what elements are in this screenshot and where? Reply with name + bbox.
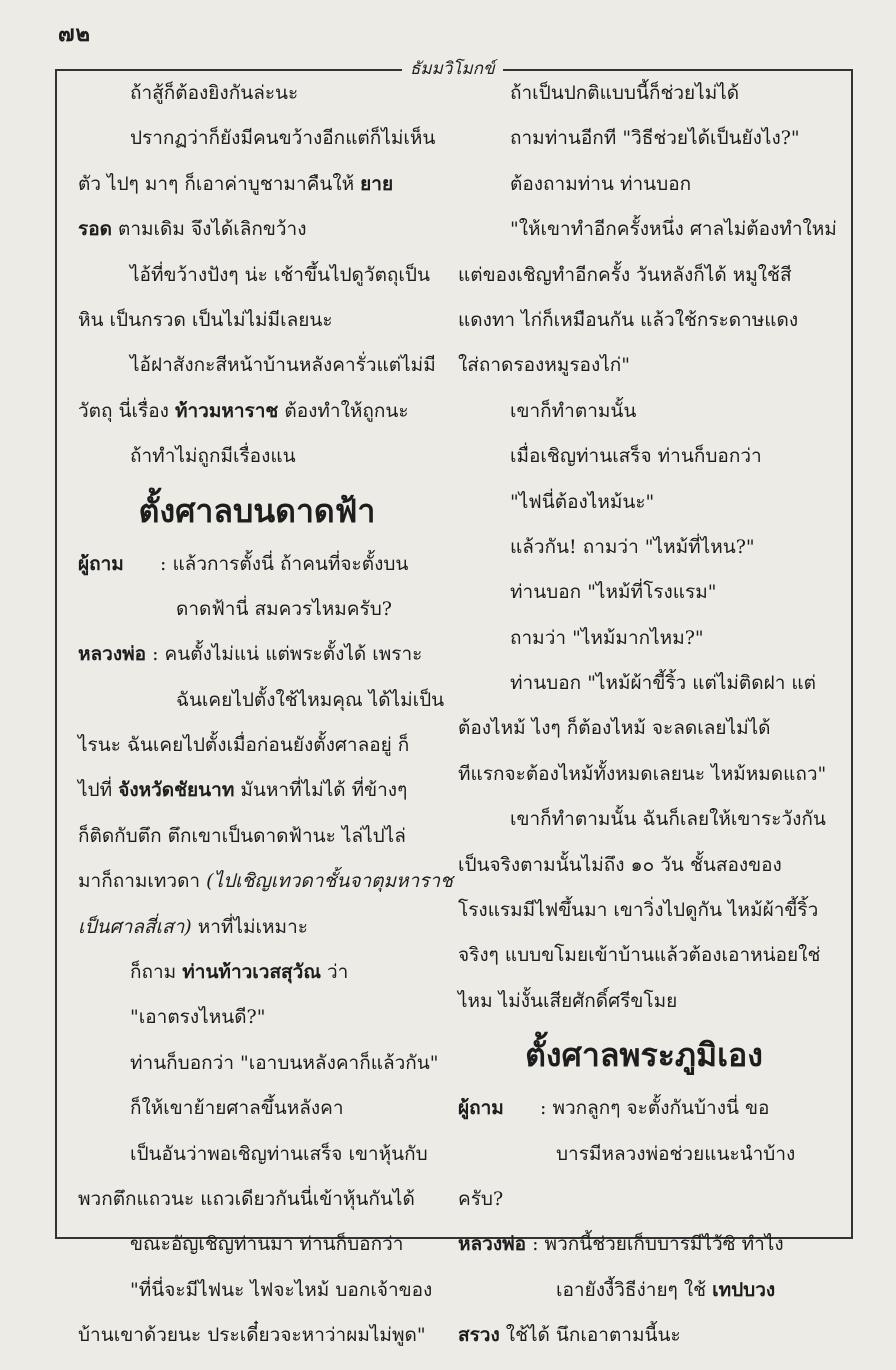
text-line: แต่ของเชิญทำอีกครั้ง วันหลังก็ได้ หมูใช้สี <box>458 263 792 286</box>
text-line: ก็ให้เขาย้ายศาลขึ้นหลังคา <box>130 1097 344 1120</box>
text-line: บ้านเขาด้วยนะ ประเดี๋ยวจะหาว่าผมไม่พูด" <box>78 1324 426 1347</box>
text-line: เขาก็ทำตามนั้น ฉันก็เลยให้เขาระวังกัน <box>510 808 826 831</box>
text-line: ท่านบอก "ไหม้ผ้าขี้ริ้ว แต่ไม่ติดฝา แต่ <box>510 672 817 695</box>
answerer-label: หลวงพ่อ <box>78 643 147 666</box>
text-span: มาก็ถามเทวดา <box>78 870 207 893</box>
text-line: ต้องไหม้ ไงๆ ก็ต้องไหม้ จะลดเลยไม่ได้ <box>458 717 771 740</box>
text-line: "ไฟนี่ต้องไหม้นะ" <box>510 490 655 513</box>
text-line <box>458 1279 830 1302</box>
text-span: ว่า <box>320 961 349 984</box>
text-span: ก็ถาม <box>130 961 183 984</box>
text-line: แล้วกัน! ถามว่า "ไหม้ที่ไหน?" <box>510 535 755 558</box>
text-line: เป็นอันว่าพอเชิญท่านเสร็จ เขาหุ้นกับ <box>130 1142 428 1165</box>
text-span: มันหาที่ไม่ได้ ที่ข้างๆ <box>234 779 408 802</box>
text-line <box>78 400 436 423</box>
text-line: ก็ติดกับตึก ตึกเขาเป็นดาดฟ้านะ ไล่ไปไล่ <box>78 824 406 847</box>
text-span: : แล้วการตั้งนี่ ถ้าคนที่จะตั้งบน <box>160 552 409 575</box>
bold-term: สรวง <box>458 1324 500 1347</box>
section-heading: ตั้งศาลบนดาดฟ้า <box>138 491 376 530</box>
text-span: ตามเดิม จึงได้เลิกขว้าง <box>111 218 307 241</box>
text-line: ปรากฏว่าก็ยังมีคนขว้างอีกแต่ก็ไม่เห็น <box>130 127 436 150</box>
text-line <box>78 870 453 893</box>
answer-line <box>78 643 436 666</box>
questioner-label: ผู้ถาม <box>78 552 124 575</box>
text-line: ใส่ถาดรองหมูรองไก่" <box>458 354 631 377</box>
text-line: "เอาตรงไหนดี?" <box>130 1006 266 1029</box>
answer-line <box>458 1233 830 1256</box>
bold-term: ท้าวมหาราช <box>174 399 279 422</box>
text-line: ไอ้ฝาสังกะสีหน้าบ้านหลังคารั่วแต่ไม่มี <box>130 354 436 377</box>
text-line: จริงๆ แบบขโมยเข้าบ้านแล้วต้องเอาหน่อยใช่ <box>458 944 821 967</box>
text-line: แดงทา ไก่ก็เหมือนกัน แล้วใช้กระดาษแดง <box>458 308 799 331</box>
text-line <box>458 1324 830 1347</box>
text-span: : พวกลูกๆ จะตั้งกันบ้างนี่ ขอ <box>540 1097 770 1120</box>
text-line: พวกตึกแถวนะ แถวเดียวกันนี่เข้าหุ้นกันได้ <box>78 1187 415 1210</box>
bold-term: ท่านท้าวเวสสุวัณ <box>182 961 321 984</box>
text-line <box>78 173 436 196</box>
italic-note: (ไปเชิญเทวดาชั้นจาตุมหาราช <box>206 870 453 893</box>
bold-term: จังหวัดชัยนาท <box>118 779 235 802</box>
right-column <box>458 82 837 1370</box>
text-line <box>78 218 436 241</box>
text-line: "ให้เขาทำอีกครั้งหนึ่ง ศาลไม่ต้องทำใหม่ <box>510 218 837 241</box>
text-line: เป็นจริงตามนั้นไม่ถึง ๑๐ วัน ชั้นสองของ <box>458 853 782 876</box>
question-line <box>78 553 436 576</box>
text-span: : พวกนี้ช่วยเก็บบารมีไว้ซิ ทำไง <box>526 1233 784 1256</box>
text-line: ถ้าทำไม่ถูกมีเรื่องแน <box>130 445 296 468</box>
running-header: ธัมมวิโมกข์ <box>402 55 503 82</box>
section-heading: ตั้งศาลพระภูมิเอง <box>525 1036 763 1075</box>
text-line <box>78 961 436 984</box>
text-span: ตัว ไปๆ มาๆ ก็เอาค่าบูชามาคืนให้ <box>78 172 361 195</box>
text-line: ครับ? <box>458 1187 504 1210</box>
text-span: ใช้ได้ นึกเอาตามนี้นะ <box>499 1324 681 1347</box>
text-line: ท่านก็บอกว่า "เอาบนหลังคาก็แล้วกัน" <box>130 1051 439 1074</box>
text-line: ถ้าเป็นปกติแบบนี้ก็ช่วยไม่ได้ <box>510 82 740 104</box>
left-column <box>78 82 453 1370</box>
text-span: หาที่ไม่เหมาะ <box>191 915 308 938</box>
text-line: ถามท่านอีกที "วิธีช่วยได้เป็นยังไง?" <box>510 127 800 150</box>
text-line: ท่านบอก "ไหม้ที่โรงแรม" <box>510 581 717 604</box>
bold-term: ยาย <box>360 172 394 195</box>
text-line: บารมีหลวงพ่อช่วยแนะนำบ้าง <box>556 1142 796 1165</box>
answerer-label: หลวงพ่อ <box>458 1233 527 1256</box>
text-line: เขาก็ทำตามนั้น <box>510 399 637 422</box>
question-line <box>458 1097 830 1120</box>
text-span: วัตถุ นี่เรื่อง <box>78 399 175 422</box>
text-line: "ที่นี่จะมีไฟนะ ไฟจะไหม้ บอกเจ้าของ <box>130 1278 433 1301</box>
text-line: หิน เป็นกรวด เป็นไม่ไม่มีเลยนะ <box>78 308 333 331</box>
text-line: ต้องถามท่าน ท่านบอก <box>510 172 692 195</box>
questioner-label: ผู้ถาม <box>458 1097 504 1120</box>
text-line: ทีแรกจะต้องไหม้ทั้งหมดเลยนะ ไหม้หมดแถว" <box>458 762 827 785</box>
page-number: ๗๒ <box>58 21 92 47</box>
bold-term: รอด <box>78 218 112 241</box>
text-line: ไหม ไม่งั้นเสียศักดิ์ศรีขโมย <box>458 989 678 1012</box>
italic-note: เป็นศาลสี่เสา) <box>78 915 192 938</box>
text-line: ขณะอัญเชิญท่านมา ท่านก็บอกว่า <box>130 1233 404 1256</box>
text-span: : คนตั้งไม่แน่ แต่พระตั้งได้ เพราะ <box>146 643 423 666</box>
text-line <box>78 779 436 802</box>
text-span: เอายังงี้วิธีง่ายๆ ใช้ <box>556 1278 713 1301</box>
text-line: ดาดฟ้านี่ สมควรไหมครับ? <box>176 597 392 620</box>
bold-term: เทปบวง <box>712 1278 776 1301</box>
text-line: โรงแรมมีไฟขึ้นมา เขาวิ่งไปดูกัน ไหม้ผ้าขี้ริ้ว <box>458 899 819 922</box>
text-line: ถ้าสู้ก็ต้องยิงกันล่ะนะ <box>130 82 299 104</box>
text-span: ไปที่ <box>78 779 119 802</box>
text-line: ไอ้ที่ขว้างปังๆ น่ะ เช้าขึ้นไปดูวัตถุเป็น <box>130 263 430 286</box>
text-line: ฉันเคยไปตั้งใช้ไหมคุณ ได้ไม่เป็น <box>176 688 445 711</box>
text-line: ไรนะ ฉันเคยไปตั้งเมื่อก่อนยังตั้งศาลอยู่ ก็ <box>78 734 410 757</box>
text-span: ต้องทำให้ถูกนะ <box>278 399 409 422</box>
text-line: ถามว่า "ไหม้มากไหม?" <box>510 626 704 649</box>
text-line <box>78 916 436 939</box>
text-line: เมื่อเชิญท่านเสร็จ ท่านก็บอกว่า <box>510 445 762 468</box>
